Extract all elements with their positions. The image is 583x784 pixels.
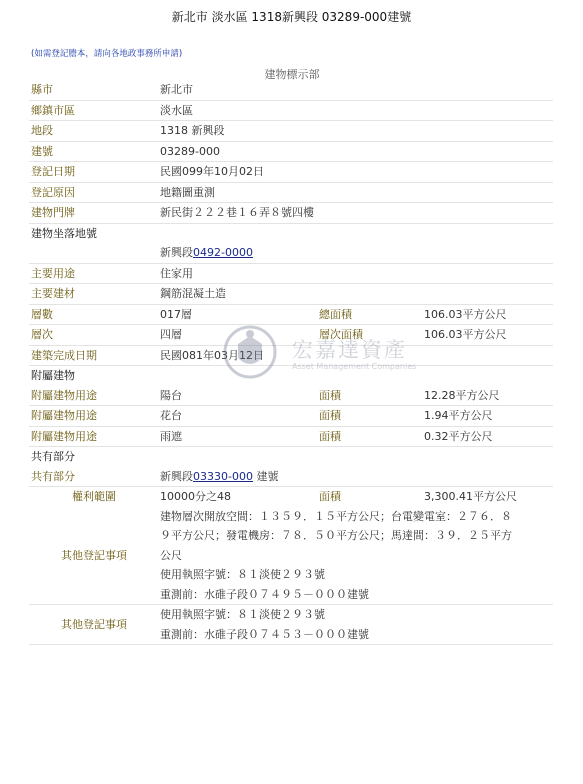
watermark-name: 宏嘉達資產 [292, 338, 407, 362]
crest-icon [222, 324, 278, 380]
row-building-no [29, 142, 553, 163]
label-total-area: 總面積 [319, 307, 352, 321]
land-loc-link[interactable]: 0492-0000 [193, 246, 253, 259]
value-rights-area: 3,300.41平方公尺 [424, 490, 517, 503]
label-attached: 附屬建物 [31, 369, 75, 382]
value-other1 [160, 507, 552, 605]
value-material: 鋼筋混凝土造 [160, 287, 226, 300]
label-att1: 附屬建物用途 [31, 388, 97, 402]
value-att2-area: 1.94平方公尺 [424, 409, 493, 422]
other2-line: 使用執照字號：８１淡使２９３號 [160, 608, 325, 621]
label-floors: 層數 [31, 307, 53, 321]
row-district [29, 101, 553, 122]
land-loc-prefix: 新興段 [160, 246, 193, 259]
other1-line: 建物層次開放空間：１３５９．１５平方公尺；台電變電室：２７６．８ [160, 509, 512, 523]
label-rights: 權利範圍 [72, 490, 116, 503]
value-att2: 花台 [160, 409, 182, 422]
section-title: 建物標示部 [264, 68, 320, 81]
value-county: 新北市 [160, 83, 193, 96]
row-shared-header [29, 447, 553, 467]
label-complete: 建築完成日期 [31, 348, 97, 362]
value-att3-area: 0.32平方公尺 [424, 429, 493, 443]
label-shared-header: 共有部分 [31, 450, 75, 463]
label-att3: 附屬建物用途 [31, 429, 97, 443]
row-reg-reason [29, 183, 553, 204]
other1-line: 重測前：水碓子段０７４９５－０００建號 [160, 587, 369, 601]
value-att3: 雨遮 [160, 429, 182, 443]
value-reg-reason: 地籍圖重測 [160, 185, 215, 199]
label-other2: 其他登記事項 [61, 617, 127, 631]
value-section: 1318 新興段 [160, 124, 225, 137]
label-att2-area: 面積 [319, 409, 341, 422]
label-att3-area: 面積 [319, 429, 341, 443]
row-address [29, 203, 553, 224]
label-floor-area: 層次面積 [319, 328, 363, 341]
row-att2 [29, 406, 553, 427]
row-material [29, 284, 553, 305]
request-note: (如需登記謄本，請向各地政事務所申請) [31, 49, 183, 59]
row-other2 [29, 605, 553, 645]
row-floors [29, 305, 553, 326]
label-district: 鄉鎮市區 [31, 103, 75, 117]
value-building-no: 03289-000 [160, 144, 220, 158]
label-shared: 共有部分 [31, 469, 75, 483]
row-land-loc [29, 243, 553, 264]
row-rights [29, 487, 553, 507]
row-main-use [29, 264, 553, 285]
value-address: 新民街２２２巷１６弄８號四樓 [160, 206, 314, 219]
value-land-loc [160, 243, 253, 263]
label-att1-area: 面積 [319, 388, 341, 402]
label-main-use: 主要用途 [31, 266, 75, 280]
value-complete: 民國081年03月12日 [160, 348, 264, 362]
row-section [29, 121, 553, 142]
row-reg-date [29, 162, 553, 183]
row-other1 [29, 507, 553, 606]
other1-line: 使用執照字號：８１淡使２９３號 [160, 568, 325, 581]
row-att1 [29, 386, 553, 407]
other1-line: 公尺 [160, 548, 182, 562]
page-title: 新北市 淡水區 1318新興段 03289-000建號 [171, 10, 412, 24]
label-att2: 附屬建物用途 [31, 409, 97, 422]
value-other2 [160, 605, 552, 644]
value-reg-date: 民國099年10月02日 [160, 165, 264, 178]
label-rights-area: 面積 [319, 490, 341, 503]
label-other1: 其他登記事項 [61, 548, 127, 562]
value-shared [160, 467, 278, 487]
label-reg-date: 登記日期 [31, 165, 75, 178]
label-land-loc: 建物坐落地號 [31, 226, 97, 240]
label-floor: 層次 [31, 328, 53, 341]
value-total-area: 106.03平方公尺 [424, 307, 507, 321]
value-floor-area: 106.03平方公尺 [424, 328, 507, 341]
value-district: 淡水區 [160, 103, 193, 117]
row-shared [29, 467, 553, 488]
label-address: 建物門牌 [31, 206, 75, 219]
row-county [29, 80, 553, 101]
value-floors: 017層 [160, 307, 192, 321]
watermark-sub: Asset Management Companies [292, 362, 417, 371]
other2-line: 重測前：水碓子段０７４５３－０００建號 [160, 627, 369, 641]
value-rights: 10000分之48 [160, 490, 231, 503]
watermark [222, 324, 422, 380]
value-att1: 陽台 [160, 388, 182, 402]
label-material: 主要建材 [31, 287, 75, 300]
shared-suffix: 建號 [252, 469, 279, 483]
label-section: 地段 [31, 124, 53, 137]
label-building-no: 建號 [31, 144, 53, 158]
value-main-use: 住家用 [160, 266, 193, 280]
shared-prefix: 新興段 [160, 469, 193, 483]
value-att1-area: 12.28平方公尺 [424, 388, 500, 402]
shared-link[interactable]: 03330-000 [193, 469, 253, 483]
other1-line: ９平方公尺；發電機房：７８．５０平方公尺；馬達間：３９．２５平方 [160, 529, 512, 542]
row-att3 [29, 427, 553, 448]
label-reg-reason: 登記原因 [31, 185, 75, 199]
value-floor: 四層 [160, 328, 182, 341]
row-land-loc-header [29, 224, 553, 244]
label-county: 縣市 [31, 83, 53, 96]
